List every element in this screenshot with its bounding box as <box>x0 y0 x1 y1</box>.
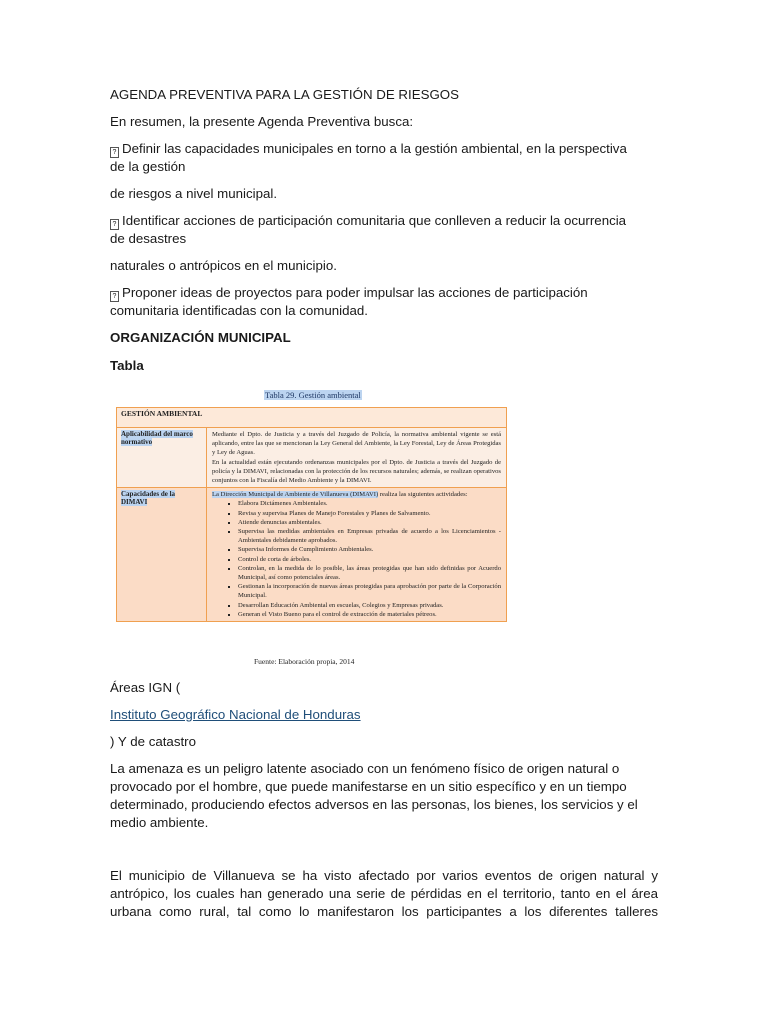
list-item: ▪ Control de corta de árboles. <box>238 555 501 564</box>
document-title: AGENDA PREVENTIVA PARA LA GESTIÓN DE RIESGOS <box>110 87 460 102</box>
section-heading: ORGANIZACIÓN MUNICIPAL <box>110 330 291 345</box>
list-item: ▪ Atiende denuncias ambientales. <box>238 518 501 527</box>
bullet-2-continuation: naturales o antrópicos en el municipio. <box>110 258 337 273</box>
list-item: ▪ Supervisa Informes de Cumplimiento Ambientales. <box>238 545 501 554</box>
activities-list <box>212 499 501 619</box>
list-item: ▪ Controlan, en la medida de lo posible, las áreas protegidas que han sido definidas por Acuerdo Municipal, así como potenciales áreas. <box>238 564 501 582</box>
bullet-1: ? Definir las capacidades municipales en torno a la gestión ambiental, en la perspectiva de la gestión <box>110 141 627 174</box>
list-item: ▪ Revisa y supervisa Planes de Manejo Forestales y Planes de Salvamento. <box>238 509 501 518</box>
bullet-3: ? Proponer ideas de proyectos para poder impulsar las acciones de participación comunitaria identificadas con la comunidad. <box>110 285 588 318</box>
missing-glyph-icon: ? <box>110 147 119 158</box>
row-label: Aplicabilidad del marco normativo <box>117 428 207 487</box>
environmental-table <box>116 407 507 622</box>
table-row <box>117 428 506 488</box>
list-item: ▪ Desarrollan Educación Ambiental en escuelas, Colegios y Empresas privadas. <box>238 601 501 610</box>
row-content: La Dirección Municipal de Ambiente de Villanueva (DIMAVI) realiza las siguientes actividades: ▪ Elabora Dictámenes Ambientales. ▪ Revisa y supervisa Planes de Manejo Forestales y Planes de Salvamento. ▪ Atiende denuncias ambientales. ▪ Supervisa las medidas ambientales en Empresas privadas de acuerdo a los Licenciamientos - Ambientales debidamente aprobados. ▪ Supervisa Informes de Cumplimiento Ambientales. ▪ Control de corta de árboles. ▪ Controlan, en la medida de lo posible, las áreas protegidas que han sido definidas por Acuerdo Municipal, así como potenciales áreas. ▪ Gestionan la incorporación de nuevas áreas protegidas para aprobación por parte de la Corporación Municipal. ▪ Desarrollan Educación Ambiental en escuelas, Colegios y Empresas privadas. ▪ Generan el Visto Bueno para el control de extracción de materiales pétreos. <box>207 488 506 621</box>
municipio-paragraph: El municipio de Villanueva se ha visto afectado por varios eventos de origen natural y antrópico, los cuales han generado una serie de pérdidas en el territorio, tanto en el área urbana como rural, tal como lo manifestaron los participantes a los diferentes talleres <box>110 868 658 919</box>
row-content: Mediante el Dpto. de Justicia y a través del Juzgado de Policía, la normativa ambiental vigente se está aplicando, entre las que se mencionan la Ley General del Ambiente, la Ley Forestal, Ley de Áreas Protegidas y Ley de Aguas. En la actualidad están ejecutando ordenanzas municipales por el Dpto. de Justicia a través del Juzgado de policía y la DIMAVI, relacionadas con la protección de los recursos naturales; además, se realizan operativos conjuntos con la Fiscalía del Medio Ambiente y la DIMAVI. <box>207 428 506 487</box>
missing-glyph-icon: ? <box>110 219 119 230</box>
ign-link[interactable]: Instituto Geográfico Nacional de Honduras <box>110 707 361 722</box>
bullet-2: ? Identificar acciones de participación comunitaria que conlleven a reducir la ocurrencia de desastres <box>110 213 627 246</box>
list-item: ▪ Supervisa las medidas ambientales en Empresas privadas de acuerdo a los Licenciamientos - Ambientales debidamente aprobados. <box>238 527 501 545</box>
missing-glyph-icon: ? <box>110 291 119 302</box>
areas-ign-text: Áreas IGN ( <box>110 680 181 695</box>
catastro-text: ) Y de catastro <box>110 734 196 749</box>
table-figure <box>114 388 509 670</box>
table-label: Tabla <box>110 358 144 373</box>
table-source: Fuente: Elaboración propia, 2014 <box>254 657 355 666</box>
amenaza-paragraph: La amenaza es un peligro latente asociado con un fenómeno físico de origen natural o provocado por el hombre, que puede manifestarse en un sitio específico y en un tiempo determinado, produciendo efectos adversos en las personas, los bienes, los servicios y el medio ambiente. <box>110 761 638 830</box>
row-label: Capacidades de la DIMAVI <box>117 488 207 621</box>
list-item: ▪ Gestionan la incorporación de nuevas áreas protegidas para aprobación por parte de la Corporación Municipal. <box>238 582 501 600</box>
table-caption: Tabla 29. Gestión ambiental <box>265 390 361 400</box>
table-header: GESTIÓN AMBIENTAL <box>117 408 506 428</box>
intro-text: En resumen, la presente Agenda Preventiva busca: <box>110 114 414 129</box>
bullet-1-continuation: de riesgos a nivel municipal. <box>110 186 278 201</box>
list-item: ▪ Elabora Dictámenes Ambientales. <box>238 499 501 508</box>
table-row <box>117 488 506 621</box>
list-item: ▪ Generan el Visto Bueno para el control de extracción de materiales pétreos. <box>238 610 501 619</box>
